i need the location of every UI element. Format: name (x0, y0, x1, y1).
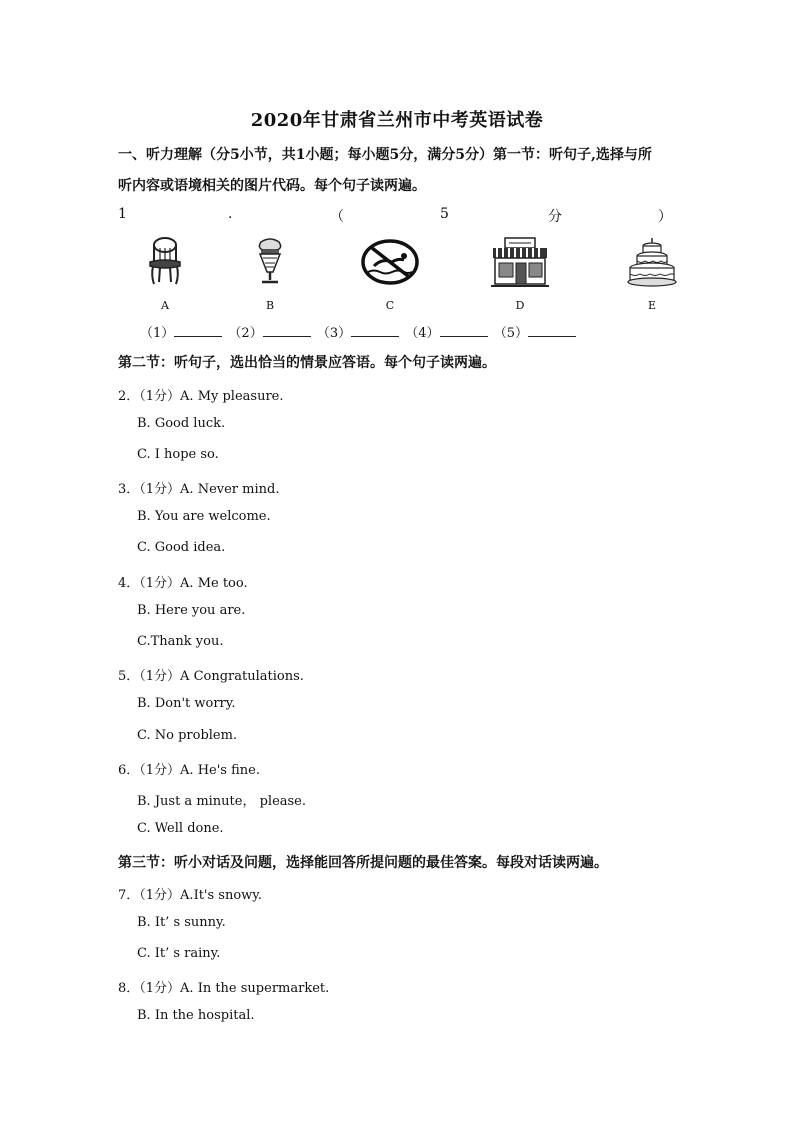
blank-label: （4） (405, 326, 440, 341)
part1-heading-line2: 听内容或语境相关的图片代码。每个句子读两遍。 (118, 178, 426, 194)
picture-options (130, 236, 690, 316)
question-stem: 5．（1分）A Congratulations. (118, 669, 304, 684)
answer-blank-3[interactable] (351, 324, 399, 337)
option-b: B. Good luck. (137, 416, 226, 431)
section3-heading: 第三节：听小对话及问题，选择能回答所提问题的最佳答案。每段对话读两遍。 (118, 855, 608, 871)
option-c: C. Well done. (137, 821, 224, 836)
score-unit: 分 (548, 209, 562, 225)
part1-heading-line1: 一、听力理解（分5小节，共1小题；每小题5分，满分5分）第一节：听句子,选择与所 (118, 147, 652, 163)
answer-blank-1[interactable] (174, 324, 222, 337)
option-b: B. Don't worry. (137, 696, 236, 711)
question-dot: . (228, 206, 233, 222)
option-b: B. Here you are. (137, 603, 246, 618)
picture-label: D (515, 299, 525, 312)
blank-label: （1） (140, 326, 175, 341)
section2-heading: 第二节：听句子，选出恰当的情景应答语。每个句子读两遍。 (118, 355, 496, 371)
picture-option-e (617, 236, 687, 312)
shop-icon (489, 236, 551, 290)
blank-label: （2） (228, 326, 263, 341)
question-1-line (118, 206, 670, 226)
option-c: C. I hope so. (137, 447, 219, 462)
answer-blank-2[interactable] (263, 324, 311, 337)
blank-label: （5） (493, 326, 528, 341)
ice-cream-icon (245, 236, 295, 286)
cake-icon (624, 236, 680, 290)
picture-label: B (265, 299, 275, 312)
picture-option-a (130, 236, 200, 312)
blank-label: （3） (316, 326, 352, 341)
answer-blanks (140, 322, 578, 341)
question-stem: 7．（1分）A.It's snowy. (118, 888, 263, 903)
option-c: C.Thank you. (137, 634, 224, 649)
picture-label: C (385, 299, 395, 312)
option-b: B. You are welcome. (137, 509, 271, 524)
option-c: C. It’ s rainy. (137, 946, 221, 961)
option-c: C. No problem. (137, 728, 238, 743)
option-b: B. Just a minute， please. (137, 794, 307, 809)
picture-option-d (485, 236, 555, 312)
page-title: 2020年甘肃省兰州市中考英语试卷 (250, 110, 544, 131)
score-open-paren: （ (330, 209, 344, 225)
question-stem: 3．（1分）A. Never mind. (118, 482, 280, 497)
answer-blank-4[interactable] (440, 324, 488, 337)
no-swimming-icon (360, 236, 420, 290)
option-c: C. Good idea. (137, 540, 226, 555)
question-stem: 6．（1分）A. He's fine. (118, 763, 260, 778)
option-b: B. In the hospital. (137, 1008, 255, 1023)
question-stem: 4．（1分）A. Me too. (118, 576, 248, 591)
picture-label: E (647, 299, 657, 312)
picture-option-c (355, 236, 425, 312)
question-stem: 8．（1分）A. In the supermarket. (118, 981, 330, 996)
score-value: 5 (440, 206, 449, 222)
picture-option-b (235, 236, 305, 312)
chair-icon (140, 236, 190, 286)
score-close-paren: ） (658, 209, 672, 225)
answer-blank-5[interactable] (528, 324, 576, 337)
picture-label: A (161, 299, 169, 312)
question-stem: 2．（1分）A. My pleasure. (118, 389, 284, 404)
question-number: 1 (118, 206, 127, 222)
option-b: B. It’ s sunny. (137, 915, 226, 930)
